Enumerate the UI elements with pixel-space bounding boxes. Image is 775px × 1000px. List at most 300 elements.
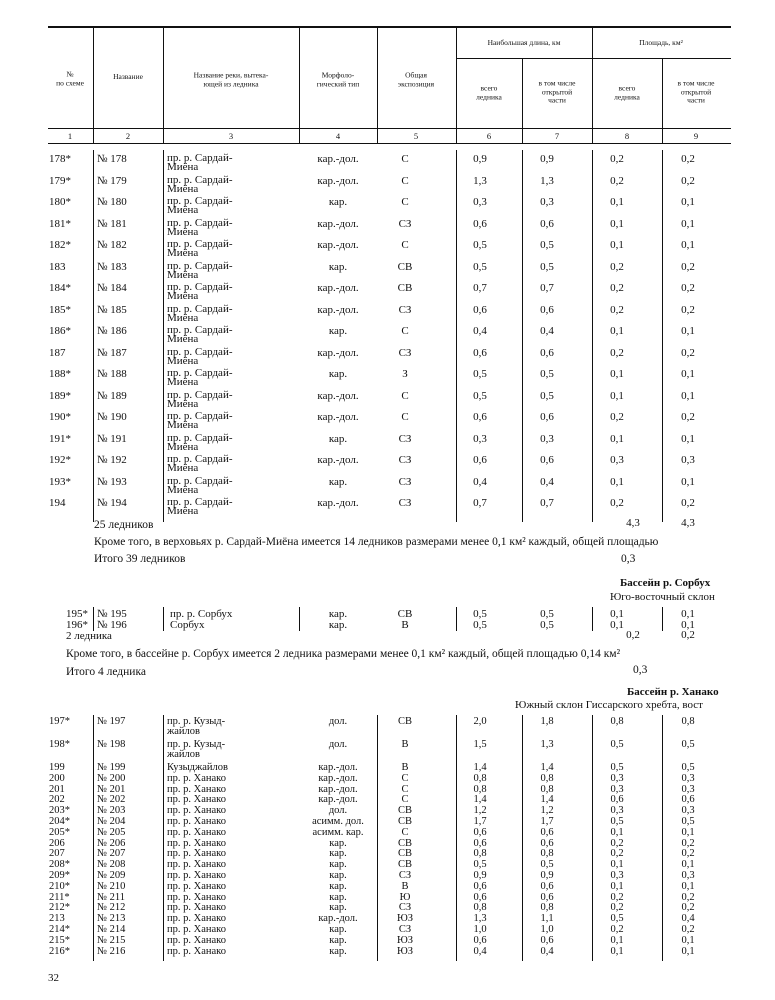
slope-title: Юго-восточный склон — [610, 591, 715, 603]
glacier-name: № 197 — [97, 716, 126, 727]
col-number: 4 — [335, 131, 341, 141]
open-area: 0,3 — [681, 805, 695, 816]
total-length: 0,4 — [473, 325, 487, 337]
morphology-type: кар.-дол. — [318, 794, 358, 805]
total-area: 0,2 — [610, 838, 624, 849]
total-area: 0,3 — [610, 870, 624, 881]
exposure: В — [401, 619, 409, 631]
header-divider — [456, 26, 457, 143]
glacier-name: № 195 — [97, 608, 127, 620]
scheme-number: 188* — [49, 368, 71, 380]
river-name-cont: Миёна — [167, 312, 199, 324]
footnote-value: 0,3 — [633, 664, 648, 676]
river-name: пр. р. Ханако — [167, 794, 226, 805]
header-divider — [163, 26, 164, 143]
scheme-number: 199 — [49, 762, 65, 773]
column-divider — [93, 607, 94, 631]
open-length: 0,5 — [540, 859, 554, 870]
open-area: 0,2 — [681, 497, 695, 509]
open-length: 0,6 — [540, 827, 554, 838]
morphology-type: кар. — [328, 608, 348, 620]
river-name-cont: Миёна — [167, 183, 199, 195]
open-area: 0,3 — [681, 784, 695, 795]
open-area: 0,5 — [681, 739, 695, 750]
subtotal-label: 25 ледников — [94, 519, 154, 531]
river-name: пр. р. Сардай- — [167, 410, 233, 422]
column-divider — [377, 715, 378, 961]
morphology-type: кар. — [329, 946, 347, 957]
open-area: 0,2 — [681, 175, 695, 187]
scheme-number: 203* — [49, 805, 70, 816]
river-name: пр. р. Сардай- — [167, 303, 233, 315]
glacier-name: № 211 — [97, 892, 126, 903]
glacier-name: № 216 — [97, 946, 126, 957]
morphology-type: кар.-дол. — [318, 913, 358, 924]
morphology-type: кар.-дол. — [317, 239, 359, 251]
total-area: 0,5 — [610, 816, 624, 827]
river-name-cont: Миёна — [167, 419, 199, 431]
open-area: 0,2 — [681, 347, 695, 359]
col-number: 3 — [228, 131, 234, 141]
glacier-name: № 207 — [97, 848, 126, 859]
open-area: 0,1 — [681, 476, 695, 488]
exposure: С — [401, 153, 409, 165]
open-length: 0,8 — [540, 773, 554, 784]
open-length: 0,7 — [540, 282, 554, 294]
exposure: В — [401, 739, 409, 750]
morphology-type: кар. — [329, 838, 347, 849]
open-area: 0,1 — [681, 946, 695, 957]
total-area: 0,2 — [610, 497, 624, 509]
scheme-number: 198* — [49, 739, 70, 750]
open-length: 0,4 — [540, 476, 554, 488]
total-length: 0,5 — [473, 619, 487, 631]
exposure: СЗ — [398, 476, 412, 488]
column-divider — [163, 715, 164, 961]
exposure: СЗ — [398, 218, 412, 230]
subtotal-open-area: 4,3 — [681, 517, 695, 529]
glacier-name: № 215 — [97, 935, 126, 946]
exposure: С — [401, 196, 409, 208]
total-area: 0,2 — [610, 411, 624, 423]
total-length: 1,3 — [473, 175, 487, 187]
total-length: 0,5 — [473, 859, 487, 870]
river-name: Сорбух — [170, 619, 205, 631]
scheme-number: 187 — [49, 347, 66, 359]
river-name: пр. р. Сардай- — [167, 260, 233, 272]
glacier-name: № 206 — [97, 838, 126, 849]
glacier-name: № 202 — [97, 794, 126, 805]
total-area: 0,3 — [610, 773, 624, 784]
total-area: 0,1 — [610, 433, 624, 445]
open-area: 0,1 — [681, 433, 695, 445]
total-area: 0,1 — [610, 827, 624, 838]
open-area: 0,1 — [681, 239, 695, 251]
glacier-name: № 205 — [97, 827, 126, 838]
river-name: пр. р. Сардай- — [167, 238, 233, 250]
total-length: 0,8 — [473, 773, 487, 784]
open-length: 0,7 — [540, 497, 554, 509]
total-length: 0,6 — [473, 411, 487, 423]
glacier-name: № 201 — [97, 784, 126, 795]
total-length: 1,2 — [473, 805, 487, 816]
open-length: 0,6 — [540, 935, 554, 946]
morphology-type: кар. — [329, 924, 347, 935]
open-length: 1,0 — [540, 924, 554, 935]
total-length: 0,5 — [473, 608, 487, 620]
total-area: 0,2 — [610, 282, 624, 294]
glacier-name: № 179 — [97, 175, 127, 187]
river-name-cont: Миёна — [167, 290, 199, 302]
page-number: 32 — [48, 972, 59, 984]
col-number: 5 — [413, 131, 419, 141]
glacier-name: № 193 — [97, 476, 127, 488]
open-area: 0,3 — [681, 773, 695, 784]
subtotal-area: 0,2 — [626, 629, 640, 641]
open-area: 0,1 — [681, 218, 695, 230]
scheme-number: 194 — [49, 497, 66, 509]
column-divider — [93, 150, 94, 522]
exposure: СВ — [397, 859, 413, 870]
open-area: 0,1 — [681, 390, 695, 402]
open-length: 0,5 — [540, 390, 554, 402]
scheme-number: 191* — [49, 433, 71, 445]
exposure: СВ — [397, 608, 413, 620]
total-length: 0,3 — [473, 196, 487, 208]
open-length: 0,4 — [540, 946, 554, 957]
glacier-name: № 187 — [97, 347, 127, 359]
glacier-name: № 178 — [97, 153, 127, 165]
slope-title: Южный склон Гиссарского хребта, вост — [515, 699, 703, 711]
river-name: пр. р. Ханако — [167, 773, 226, 784]
river-name: пр. р. Сардай- — [167, 453, 233, 465]
open-area: 0,1 — [681, 325, 695, 337]
morphology-type: кар.-дол. — [318, 762, 358, 773]
scheme-number: 178* — [49, 153, 71, 165]
river-name: пр. р. Ханако — [167, 827, 226, 838]
open-length: 0,5 — [540, 239, 554, 251]
total-length: 0,6 — [473, 827, 487, 838]
open-length: 0,5 — [540, 368, 554, 380]
exposure: В — [401, 762, 409, 773]
column-divider — [592, 150, 593, 522]
exposure: СЗ — [398, 902, 412, 913]
river-name-cont: Миёна — [167, 376, 199, 388]
river-name: пр. р. Сардай- — [167, 217, 233, 229]
exposure: СВ — [397, 282, 413, 294]
column-divider — [299, 607, 300, 631]
open-length: 0,6 — [540, 304, 554, 316]
open-length: 0,6 — [540, 838, 554, 849]
scheme-number: 195* — [66, 608, 88, 620]
river-name: пр. р. Ханако — [167, 838, 226, 849]
total-length: 1,4 — [473, 794, 487, 805]
river-name-cont: жайлов — [167, 726, 200, 737]
open-area: 0,5 — [681, 762, 695, 773]
open-length: 0,3 — [540, 196, 554, 208]
total-length: 0,8 — [473, 784, 487, 795]
total-area: 0,1 — [610, 935, 624, 946]
morphology-type: кар. — [329, 848, 347, 859]
open-length: 0,4 — [540, 325, 554, 337]
exposure: СВ — [397, 805, 413, 816]
total-area: 0,2 — [610, 347, 624, 359]
open-area: 0,1 — [681, 827, 695, 838]
open-area: 0,2 — [681, 848, 695, 859]
glacier-name: № 180 — [97, 196, 127, 208]
river-name-cont: Миёна — [167, 161, 199, 173]
morphology-type: асимм. кар. — [312, 827, 364, 838]
exposure: Ю — [399, 892, 411, 903]
open-area: 0,1 — [681, 619, 695, 631]
scheme-number: 212* — [49, 902, 70, 913]
column-divider — [592, 607, 593, 631]
exposure: СВ — [397, 261, 413, 273]
exposure: СЗ — [398, 870, 412, 881]
river-name-cont: Миёна — [167, 333, 199, 345]
morphology-type: кар. — [328, 368, 348, 380]
exposure: СЗ — [398, 454, 412, 466]
open-length: 0,8 — [540, 848, 554, 859]
total-length: 0,8 — [473, 848, 487, 859]
glacier-name: № 184 — [97, 282, 127, 294]
glacier-name: № 209 — [97, 870, 126, 881]
exposure: С — [401, 411, 409, 423]
river-name-cont: Миёна — [167, 226, 199, 238]
total-length: 0,5 — [473, 390, 487, 402]
scheme-number: 205* — [49, 827, 70, 838]
river-name: пр. р. Ханако — [167, 784, 226, 795]
total-length: 0,4 — [473, 946, 487, 957]
river-name: пр. р. Ханако — [167, 946, 226, 957]
open-area: 0,1 — [681, 368, 695, 380]
open-length: 1,3 — [540, 739, 554, 750]
morphology-type: кар. — [328, 433, 348, 445]
total-area: 0,2 — [610, 304, 624, 316]
river-name: пр. р. Ханако — [167, 805, 226, 816]
morphology-type: кар.-дол. — [318, 784, 358, 795]
morphology-type: кар. — [329, 859, 347, 870]
total-area: 0,1 — [610, 881, 624, 892]
total-area: 0,8 — [610, 716, 624, 727]
col-header-open-area: в том числе открытой части — [677, 78, 715, 105]
column-divider — [456, 150, 457, 522]
total-area: 0,1 — [610, 368, 624, 380]
col-header-river: Название реки, вытека- ющей из ледника — [193, 70, 269, 88]
scheme-number: 209* — [49, 870, 70, 881]
river-name-cont: Миёна — [167, 398, 199, 410]
exposure: СЗ — [398, 497, 412, 509]
total-area: 0,6 — [610, 794, 624, 805]
subtotal-open-area: 0,2 — [681, 629, 695, 641]
total-area: 0,1 — [610, 946, 624, 957]
total-area: 0,3 — [610, 784, 624, 795]
scheme-number: 215* — [49, 935, 70, 946]
morphology-type: кар.-дол. — [317, 304, 359, 316]
exposure: СВ — [397, 838, 413, 849]
glacier-name: № 186 — [97, 325, 127, 337]
exposure: С — [401, 175, 409, 187]
morphology-type: кар.-дол. — [317, 390, 359, 402]
column-divider — [522, 715, 523, 961]
header-numbers-rule — [48, 143, 731, 144]
scheme-number: 179* — [49, 175, 71, 187]
river-name: пр. р. Ханако — [167, 870, 226, 881]
river-name-cont: Миёна — [167, 247, 199, 259]
exposure: С — [401, 390, 409, 402]
glacier-name: № 203 — [97, 805, 126, 816]
scheme-number: 204* — [49, 816, 70, 827]
col-number: 9 — [693, 131, 699, 141]
footnote-text: Кроме того, в верховьях р. Сардай-Миёна имеется 14 ледников размерами менее 0,1 км² каждый, общей площадью — [94, 536, 659, 548]
header-bottom-rule — [48, 128, 731, 129]
exposure: ЮЗ — [396, 913, 414, 924]
total-length: 0,6 — [473, 304, 487, 316]
open-length: 0,3 — [540, 433, 554, 445]
glacier-name: № 208 — [97, 859, 126, 870]
total-length: 1,7 — [473, 816, 487, 827]
scheme-number: 210* — [49, 881, 70, 892]
exposure: СЗ — [398, 304, 412, 316]
header-divider — [592, 26, 593, 143]
river-name: пр. р. Сардай- — [167, 174, 233, 186]
glacier-name: № 214 — [97, 924, 126, 935]
total-area: 0,5 — [610, 913, 624, 924]
glacier-name: № 200 — [97, 773, 126, 784]
scheme-number: 180* — [49, 196, 71, 208]
open-area: 0,1 — [681, 881, 695, 892]
river-name: Кузыджайлов — [167, 762, 228, 773]
open-area: 0,2 — [681, 892, 695, 903]
glacier-name: № 189 — [97, 390, 127, 402]
open-area: 0,2 — [681, 282, 695, 294]
total-area: 0,1 — [610, 608, 624, 620]
glacier-name: № 204 — [97, 816, 126, 827]
river-name-cont: Миёна — [167, 505, 199, 517]
total-area: 0,2 — [610, 261, 624, 273]
total-length: 0,6 — [473, 935, 487, 946]
basin-title: Бассейн р. Ханако — [627, 686, 719, 698]
total-area: 0,2 — [610, 175, 624, 187]
exposure: С — [401, 827, 409, 838]
morphology-type: дол. — [328, 805, 348, 816]
scheme-number: 202 — [49, 794, 65, 805]
total-area: 0,2 — [610, 848, 624, 859]
open-area: 0,2 — [681, 924, 695, 935]
header-group-rule — [456, 58, 731, 59]
river-name: пр. р. Сардай- — [167, 195, 233, 207]
river-name-cont: Миёна — [167, 204, 199, 216]
river-name: пр. р. Кузыд- — [167, 716, 226, 727]
total-length: 0,7 — [473, 497, 487, 509]
open-area: 0,6 — [681, 794, 695, 805]
column-divider — [662, 607, 663, 631]
open-length: 1,7 — [540, 816, 554, 827]
total-label: Итого 39 ледников — [94, 553, 186, 565]
header-divider — [522, 58, 523, 143]
scheme-number: 208* — [49, 859, 70, 870]
column-divider — [456, 607, 457, 631]
subtotal-area: 4,3 — [626, 517, 640, 529]
river-name: пр. р. Сардай- — [167, 324, 233, 336]
open-area: 0,3 — [681, 870, 695, 881]
morphology-type: кар.-дол. — [317, 282, 359, 294]
column-divider — [93, 715, 94, 961]
glacier-name: № 185 — [97, 304, 127, 316]
total-length: 0,5 — [473, 261, 487, 273]
open-area: 0,1 — [681, 608, 695, 620]
morphology-type: кар.-дол. — [318, 773, 358, 784]
total-area: 0,1 — [610, 239, 624, 251]
glacier-name: № 181 — [97, 218, 127, 230]
morphology-type: дол. — [328, 739, 348, 750]
scheme-number: 182* — [49, 239, 71, 251]
open-length: 0,5 — [540, 608, 554, 620]
open-length: 0,8 — [540, 784, 554, 795]
river-name-cont: Миёна — [167, 484, 199, 496]
scheme-number: 216* — [49, 946, 70, 957]
open-length: 0,9 — [540, 153, 554, 165]
open-length: 1,8 — [540, 716, 554, 727]
open-length: 0,5 — [540, 619, 554, 631]
morphology-type: кар.-дол. — [317, 454, 359, 466]
river-name-cont: жайлов — [167, 749, 200, 760]
total-length: 0,5 — [473, 239, 487, 251]
morphology-type: кар.-дол. — [317, 497, 359, 509]
open-area: 0,5 — [681, 816, 695, 827]
open-area: 0,2 — [681, 304, 695, 316]
open-length: 0,5 — [540, 261, 554, 273]
column-divider — [163, 607, 164, 631]
total-area: 0,2 — [610, 902, 624, 913]
river-name: пр. р. Ханако — [167, 881, 226, 892]
glacier-name: № 199 — [97, 762, 126, 773]
total-length: 1,5 — [473, 739, 487, 750]
open-length: 0,6 — [540, 218, 554, 230]
river-name: пр. р. Сардай- — [167, 475, 233, 487]
basin-title: Бассейн р. Сорбух — [620, 577, 711, 589]
scheme-number: 184* — [49, 282, 71, 294]
open-area: 0,2 — [681, 411, 695, 423]
total-area: 0,5 — [610, 739, 624, 750]
morphology-type: кар.-дол. — [317, 175, 359, 187]
open-area: 0,2 — [681, 261, 695, 273]
scheme-number: 192* — [49, 454, 71, 466]
total-area: 0,1 — [610, 325, 624, 337]
total-length: 0,4 — [473, 476, 487, 488]
open-area: 0,1 — [681, 935, 695, 946]
morphology-type: дол. — [328, 716, 348, 727]
exposure: С — [401, 325, 409, 337]
open-length: 1,4 — [540, 762, 554, 773]
exposure: ЮЗ — [396, 935, 414, 946]
col-header-exposure: Общая экспозиция — [397, 70, 435, 88]
scheme-number: 196* — [66, 619, 88, 631]
open-area: 0,8 — [681, 716, 695, 727]
morphology-type: кар. — [328, 476, 348, 488]
column-divider — [662, 715, 663, 961]
scheme-number: 186* — [49, 325, 71, 337]
morphology-type: кар. — [328, 261, 348, 273]
total-area: 0,2 — [610, 924, 624, 935]
glacier-name: № 213 — [97, 913, 126, 924]
total-label: Итого 4 ледника — [66, 666, 146, 678]
header-divider — [93, 26, 94, 143]
total-length: 0,6 — [473, 881, 487, 892]
footnote-text: Кроме того, в бассейне р. Сорбух имеется 2 ледника размерами менее 0,1 км² каждый, общей площадью 0,14 км² — [66, 648, 621, 660]
open-length: 1,3 — [540, 175, 554, 187]
total-area: 0,2 — [610, 153, 624, 165]
